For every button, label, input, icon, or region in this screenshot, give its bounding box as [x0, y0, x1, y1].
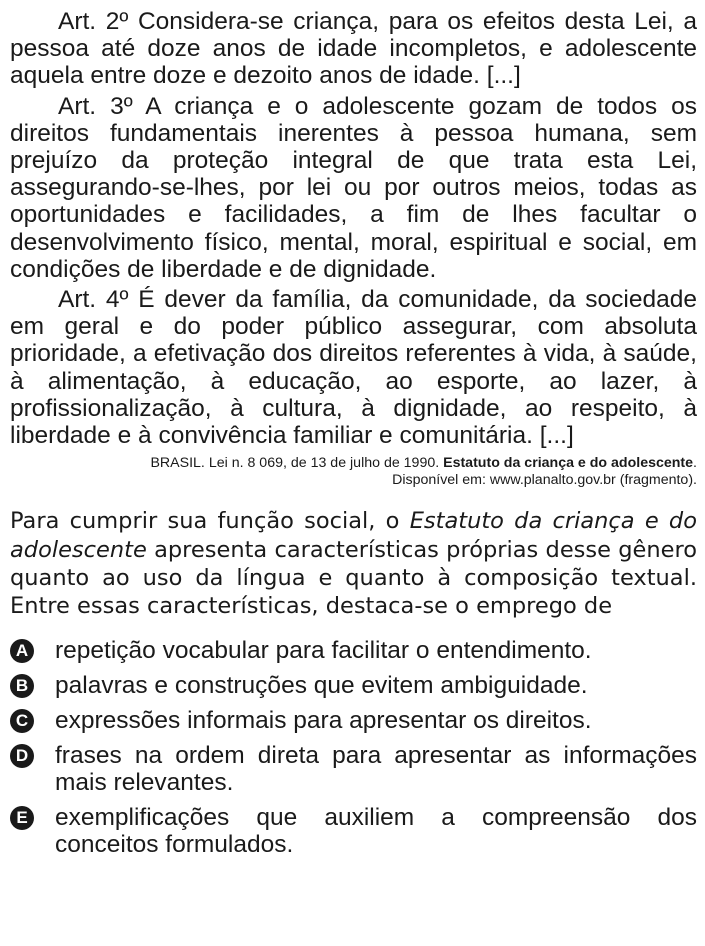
option-c[interactable]	[10, 707, 697, 734]
option-d-text: frases na ordem direta para apresentar as informações mais relevantes.	[55, 741, 697, 796]
source-citation	[10, 455, 697, 489]
option-d-letter-icon: D	[10, 744, 34, 768]
law-excerpt	[10, 8, 697, 449]
citation-line	[10, 455, 697, 472]
question-part-2: apresenta características próprias desse gênero quanto ao uso da língua e quanto à composição textual. Entre essas características, destaca-se o emprego de	[10, 536, 697, 620]
question-part-1: Para cumprir sua função social, o	[10, 508, 410, 535]
option-a-letter-icon: A	[10, 639, 34, 663]
answer-options	[10, 637, 697, 858]
option-e[interactable]	[10, 804, 697, 858]
option-b-text: palavras e construções que evitem ambiguidade.	[55, 671, 588, 699]
citation-availability: Disponível em: www.planalto.gov.br (fragmento).	[392, 472, 697, 489]
citation-suffix: .	[693, 455, 697, 472]
article-2: Art. 2º Considera-se criança, para os efeitos desta Lei, a pessoa até doze anos de idade incompletos, e adolescente aquela entre doze e dezoito anos de idade. [...]	[10, 8, 697, 90]
option-d[interactable]	[10, 742, 697, 796]
option-b-letter-icon: B	[10, 674, 34, 698]
question-page	[10, 8, 697, 866]
citation-title: Estatuto da criança e do adolescente	[443, 455, 694, 472]
option-a-text: repetição vocabular para facilitar o entendimento.	[55, 636, 592, 664]
option-e-text: exemplificações que auxiliem a compreensão dos conceitos formulados.	[55, 803, 697, 858]
citation-prefix: BRASIL. Lei n. 8 069, de 13 de julho de 1990.	[150, 455, 444, 472]
article-4: Art. 4º É dever da família, da comunidade, da sociedade em geral e do poder público assegurar, com absoluta prioridade, a efetivação dos direitos referentes à vida, à saúde, à alimentação, à educação, ao esporte, ao lazer, à profissionalização, à cultura, à dignidade, ao respeito, à liberdade e à convivência familiar e comunitária. [...]	[10, 286, 697, 450]
option-c-text: expressões informais para apresentar os direitos.	[55, 706, 592, 734]
option-a[interactable]	[10, 637, 697, 664]
question-italic-title: Estatuto da criança e do adolescente	[10, 508, 697, 563]
option-b[interactable]	[10, 672, 697, 699]
question-stem	[10, 507, 697, 621]
option-c-letter-icon: C	[10, 709, 34, 733]
article-3: Art. 3º A criança e o adolescente gozam de todos os direitos fundamentais inerentes à pessoa humana, sem prejuízo da proteção integral de que trata esta Lei, assegurando-se-lhes, por lei ou por outros meios, todas as oportunidades e facilidades, a fim de lhes facultar o desenvolvimento físico, mental, moral, espiritual e social, em condições de liberdade e de dignidade.	[10, 92, 697, 283]
option-e-letter-icon: E	[10, 806, 34, 830]
